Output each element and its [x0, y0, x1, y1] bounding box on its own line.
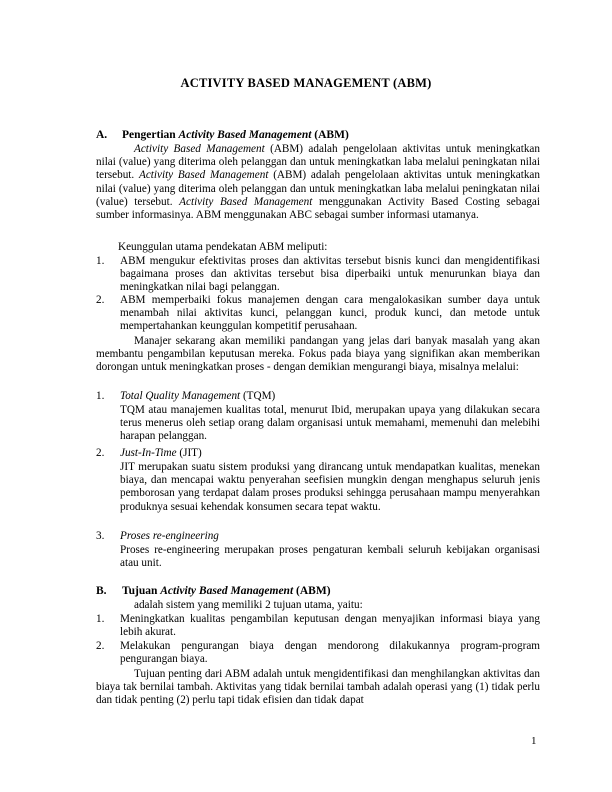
section-b-paragraph: [96, 668, 540, 708]
abm-term: Activity Based Management: [134, 143, 265, 155]
para1-text-1: (ABM) adalah pengelolaan aktivitas untuk meningkatkan nilai (value) yang diterima oleh pelanggan dan untuk meningkatkan laba melalui peningkatan nilai tersebut.: [96, 143, 540, 182]
section-b-label-italic: Activity Based Management: [160, 585, 294, 597]
list-number: 1.: [96, 255, 105, 267]
list-text: ABM memperbaiki fokus manajemen dengan cara mengalokasikan sumber daya untuk menambah nilai aktivitas kunci, pelanggan kunci, produk kunci, dan metode untuk mempertahankan keunggulan kompetitif perusahaan.: [120, 294, 540, 333]
method-name: Proses re-engineering: [120, 530, 219, 542]
method-name: Total Quality Management: [120, 390, 241, 402]
list-number: 2.: [96, 447, 105, 459]
abm-term: Activity Based Management: [138, 169, 269, 182]
para2-text: Manajer sekarang akan memiliki pandangan yang jelas dari banyak masalah yang akan membantu pengambilan keputusan mereka. Fokus pada biaya yang signifikan akan memberikan dorongan untuk meningkatkan proses - dengan demikian mengurangi biaya, misalnya melalui:: [96, 335, 540, 374]
section-b-number: B.: [96, 585, 107, 597]
list-text: Meningkatkan kualitas pengambilan keputusan dengan menyajikan informasi biaya yang lebih akurat.: [120, 613, 540, 639]
abm-term: Activity Based Management: [179, 195, 313, 208]
section-b-label-suffix: (ABM): [293, 585, 331, 597]
section-a-heading: [96, 129, 349, 142]
section-a-paragraph-1: [96, 143, 540, 222]
para1-text-2: (ABM) adalah pengelolaan aktivitas untuk meningkatkan nilai (value) yang diterima oleh pelanggan dan untuk meningkatkan laba melalui peningkatan nilai (value) tersebut.: [96, 169, 540, 208]
method-name: Just-In-Time: [120, 447, 177, 459]
method-item-jit: [96, 447, 540, 460]
method-abbr: (TQM): [240, 390, 276, 402]
section-a-label-suffix: (ABM): [311, 129, 349, 141]
para1-text-3: menggunakan Activity Based Costing sebagai sumber informasinya. ABM menggunakan ABC sebagai sumber informasi utamanya.: [96, 195, 540, 222]
section-a-number: A.: [96, 129, 108, 141]
list-number: 2.: [96, 640, 105, 652]
section-b-intro: adalah sistem yang memiliki 2 tujuan utama, yaitu:: [134, 599, 363, 611]
list-text: ABM mengukur efektivitas proses dan aktivitas tersebut bisnis kunci dan mengidentifikasi bagaimana proses dan aktivitas tersebut bisa diperbaiki untuk menurunkan biaya dan meningkatkan nilai bagi pelanggan.: [120, 255, 540, 294]
list-item: [96, 294, 540, 334]
list-number: 1.: [96, 390, 105, 402]
keunggulan-intro: Keunggulan utama pendekatan ABM meliputi:: [118, 241, 328, 253]
list-item: [96, 255, 540, 295]
method-item-tqm: [96, 390, 540, 403]
section-b-heading: [96, 585, 331, 598]
method-description: JIT merupakan suatu sistem produksi yang dirancang untuk mendapatkan kualitas, menekan biaya, dan mencapai waktu penyerahan seefisien mungkin dengan menghapus seluruh jenis pemborosan yang terdapat dalam proses produksi sehingga perusahaan mampu menyerahkan produknya sesuai kehendak konsumen secara tepat waktu.: [120, 461, 540, 513]
section-a-paragraph-2: [96, 335, 540, 375]
document-title: ACTIVITY BASED MANAGEMENT (ABM): [180, 76, 432, 90]
page-number: 1: [531, 735, 537, 747]
list-number: 3.: [96, 530, 105, 542]
method-description: Proses re-engineering merupakan proses pengaturan kembali seluruh kebijakan organisasi atau unit.: [120, 544, 540, 570]
method-item-reengineering: [96, 530, 540, 543]
section-a-label-italic: Activity Based Management: [178, 129, 312, 141]
section-b-label: Tujuan: [122, 585, 161, 597]
method-abbr: (JIT): [176, 447, 202, 459]
method-description: TQM atau manajemen kualitas total, menurut Ibid, merupakan upaya yang dilakukan secara terus menerus oleh setiap orang dalam organisasi untuk memahami, memenuhi dan melebihi harapan pelanggan.: [120, 404, 540, 443]
list-item: [96, 613, 540, 639]
list-number: 1.: [96, 613, 105, 625]
section-b-paragraph-text: Tujuan penting dari ABM adalah untuk mengidentifikasi dan menghilangkan aktivitas dan biaya tak bernilai tambah. Aktivitas yang tidak bernilai tambah adalah operasi yang (1) tidak perlu dan tidak penting (2) perlu tapi tidak efisien dan tidak dapat: [96, 668, 540, 707]
section-a-label: Pengertian: [122, 129, 179, 141]
list-item: [96, 640, 540, 666]
list-number: 2.: [96, 294, 105, 306]
list-text: Melakukan pengurangan biaya dengan mendorong dilakukannya program-program pengurangan biaya.: [120, 640, 540, 666]
